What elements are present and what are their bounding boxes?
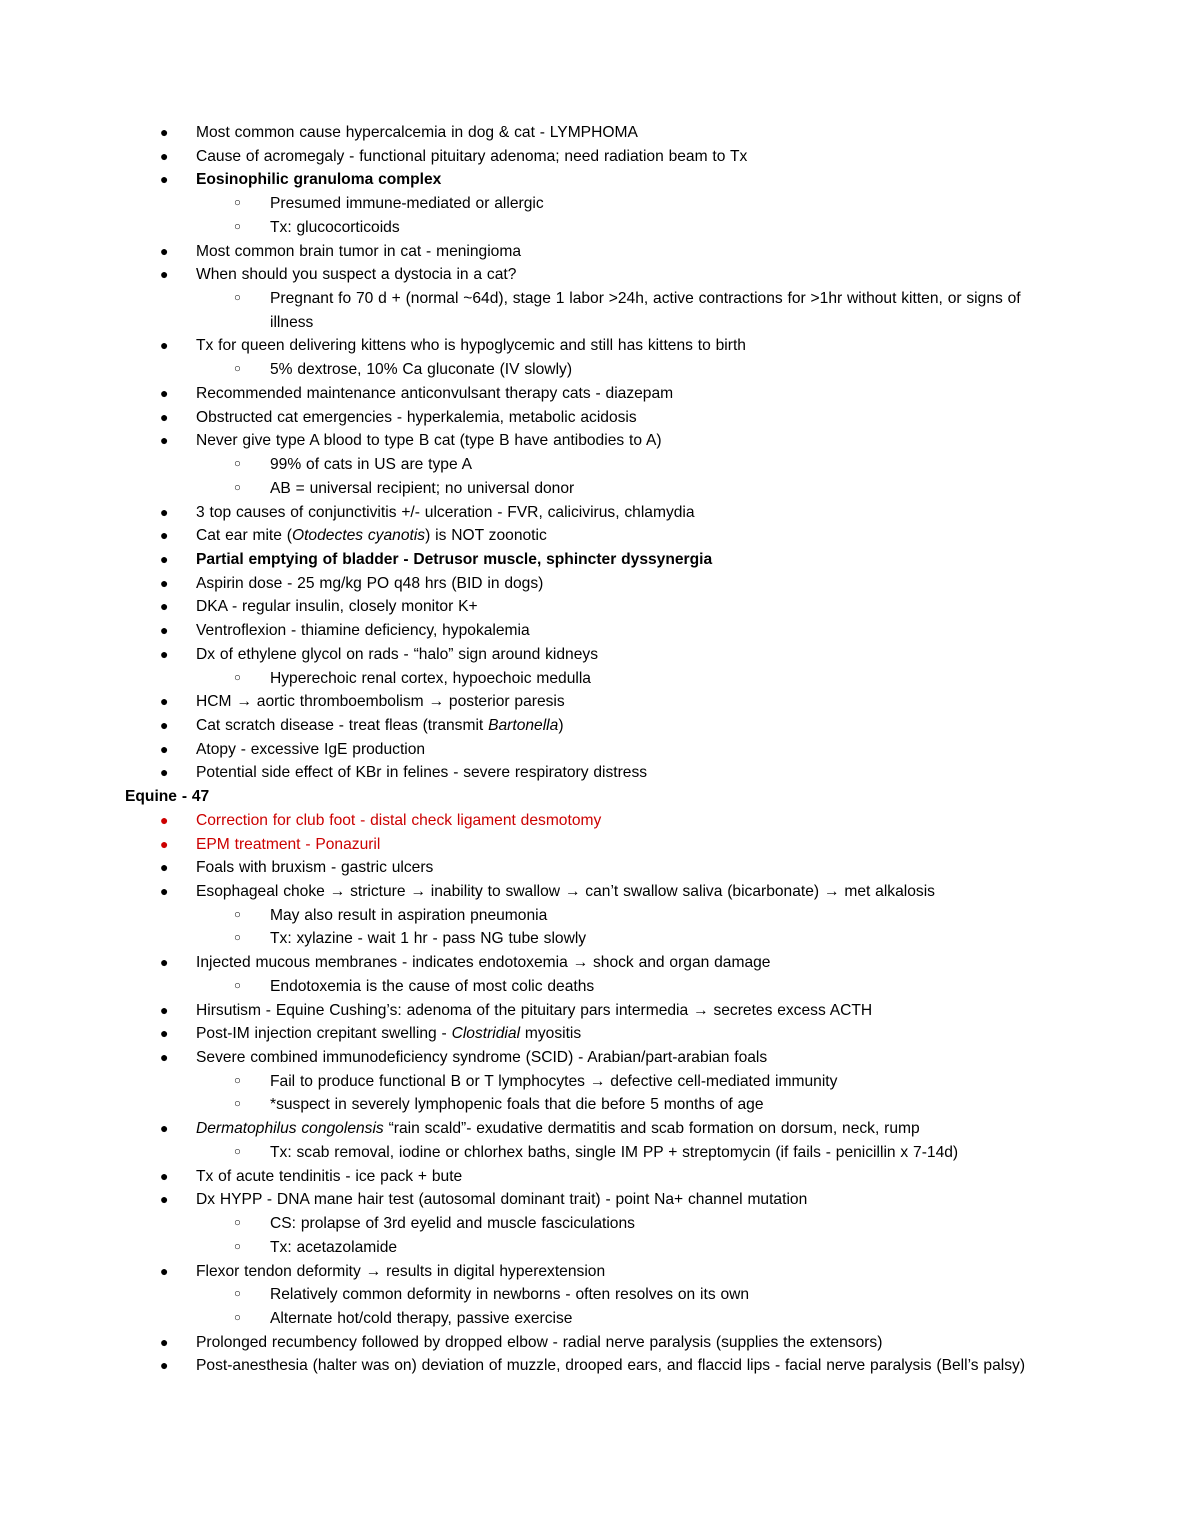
item-text: Eosinophilic granuloma complex [196, 171, 442, 189]
list-item [0, 1260, 1062, 1284]
item-text: Endotoxemia is the cause of most colic deaths [270, 977, 595, 995]
list-item [0, 667, 1062, 691]
bullet-icon: ● [160, 503, 169, 520]
item-text: Alternate hot/cold therapy, passive exercise [270, 1309, 573, 1327]
item-text: Cat ear mite (Otodectes cyanotis) is NOT zoonotic [196, 527, 547, 545]
item-text: 3 top causes of conjunctivitis +/- ulceration - FVR, calicivirus, chlamydia [196, 503, 695, 521]
bullet-icon: ● [160, 883, 169, 899]
circle-icon: ○ [234, 458, 241, 471]
list-item [0, 856, 1062, 880]
list-item [0, 429, 1062, 453]
circle-icon: ○ [234, 908, 241, 921]
list-item [0, 406, 1062, 430]
bullet-icon: ● [160, 1357, 169, 1374]
bullet-icon: ● [160, 337, 169, 354]
list-item [0, 572, 1062, 596]
item-text: CS: prolapse of 3rd eyelid and muscle fasciculations [270, 1215, 635, 1233]
item-text: Flexor tendon deformity → results in digital hyperextension [196, 1262, 606, 1280]
bullet-icon: ● [160, 527, 169, 544]
bullet-icon: ● [160, 266, 169, 283]
list-item [0, 334, 1062, 358]
item-text: DKA - regular insulin, closely monitor K+ [196, 598, 478, 616]
item-text: Dx of ethylene glycol on rads - “halo” sign around kidneys [196, 645, 598, 663]
circle-icon: ○ [234, 979, 241, 992]
list-item [0, 358, 1062, 382]
bullet-icon: ● [160, 432, 169, 449]
item-text: Tx for queen delivering kittens who is hypoglycemic and still has kittens to birth [196, 337, 746, 355]
list-item [0, 501, 1062, 525]
list-item [0, 761, 1062, 785]
item-text: Severe combined immunodeficiency syndrome (SCID) - Arabian/part-arabian foals [196, 1049, 768, 1067]
bullet-icon: ● [160, 740, 169, 757]
item-text: 5% dextrose, 10% Ca gluconate (IV slowly) [270, 361, 573, 379]
circle-icon: ○ [234, 1288, 241, 1301]
list-item [0, 145, 1062, 169]
bullet-icon: ● [160, 1262, 169, 1279]
item-text: May also result in aspiration pneumonia [270, 906, 548, 924]
bullet-icon: ● [160, 384, 169, 401]
list-item [0, 382, 1062, 406]
list-item [0, 1165, 1062, 1189]
circle-icon: ○ [234, 1311, 241, 1324]
circle-icon: ○ [234, 932, 241, 945]
circle-icon: ○ [234, 671, 241, 684]
item-text: Tx: acetazolamide [270, 1238, 398, 1256]
bullet-icon: ● [160, 645, 169, 662]
list-item [0, 927, 1062, 951]
list-item [0, 524, 1062, 548]
item-text: Obstructed cat emergencies - hyperkalemia, metabolic acidosis [196, 408, 637, 426]
list-item [0, 453, 1062, 477]
item-text: Potential side effect of KBr in felines - severe respiratory distress [196, 764, 648, 782]
bullet-icon: ● [160, 716, 169, 733]
item-text: Hirsutism - Equine Cushing’s: adenoma of the pituitary pars intermedia → secretes excess ACTH [196, 1001, 873, 1019]
list-item [0, 690, 1062, 714]
bullet-icon: ● [160, 242, 169, 259]
list-item [0, 904, 1062, 928]
circle-icon: ○ [234, 220, 241, 233]
circle-icon: ○ [234, 1074, 241, 1087]
bullet-icon: ● [160, 835, 169, 852]
item-text: *suspect in severely lymphopenic foals that die before 5 months of age [270, 1096, 764, 1114]
bullet-icon: ● [160, 622, 169, 639]
item-text: Injected mucous membranes - indicates endotoxemia → shock and organ damage [196, 954, 771, 972]
list-item [0, 1046, 1062, 1070]
circle-icon: ○ [234, 1098, 241, 1111]
list-item [0, 1212, 1062, 1236]
list-item [0, 738, 1062, 762]
list-item [0, 121, 1062, 145]
item-text: Esophageal choke → stricture → inability to swallow → can’t swallow saliva (bicarbonate) → met alkalosis [196, 883, 935, 900]
bullet-icon: ● [160, 954, 169, 971]
bullet-icon: ● [160, 550, 169, 567]
bullet-icon: ● [160, 1025, 169, 1042]
list-item [0, 548, 1062, 572]
item-text: EPM treatment - Ponazuril [196, 835, 381, 853]
item-text: Aspirin dose - 25 mg/kg PO q48 hrs (BID in dogs) [196, 574, 544, 592]
list-item [0, 240, 1062, 264]
circle-icon: ○ [234, 197, 241, 210]
item-text: Tx: xylazine - wait 1 hr - pass NG tube slowly [270, 930, 587, 948]
list-item [0, 880, 1062, 904]
bullet-icon: ● [160, 1120, 169, 1137]
item-text: AB = universal recipient; no universal donor [270, 479, 575, 497]
list-item [0, 714, 1062, 738]
list-item [0, 1283, 1062, 1307]
section-heading [0, 785, 1062, 809]
item-text: Dermatophilus congolensis “rain scald”- exudative dermatitis and scab formation on dorsum, neck, rump [196, 1120, 920, 1138]
bullet-icon: ● [160, 1049, 169, 1066]
item-text: Atopy - excessive IgE production [196, 740, 426, 758]
item-text: When should you suspect a dystocia in a cat? [196, 266, 517, 284]
item-text: Relatively common deformity in newborns - often resolves on its own [270, 1286, 750, 1304]
list-item [0, 999, 1062, 1023]
bullet-icon: ● [160, 1333, 169, 1350]
item-text: Never give type A blood to type B cat (type B have antibodies to A) [196, 432, 662, 450]
list-item [0, 595, 1062, 619]
item-text: Foals with bruxism - gastric ulcers [196, 859, 434, 877]
circle-icon: ○ [234, 481, 241, 494]
bullet-icon: ● [160, 1001, 169, 1018]
item-text: Prolonged recumbency followed by dropped elbow - radial nerve paralysis (supplies the extensors) [196, 1333, 883, 1351]
item-text: Equine - 47 [125, 788, 210, 806]
bullet-icon: ● [160, 124, 169, 140]
bullet-icon: ● [160, 147, 169, 164]
circle-icon: ○ [234, 292, 241, 305]
bullet-icon: ● [160, 1191, 169, 1208]
list-item [0, 263, 1062, 287]
item-text: Presumed immune-mediated or allergic [270, 195, 544, 213]
item-text: Cause of acromegaly - functional pituitary adenoma; need radiation beam to Tx [196, 147, 748, 165]
list-item [0, 1236, 1062, 1260]
bullet-icon: ● [160, 598, 169, 615]
list-item [0, 1093, 1062, 1117]
item-text: Partial emptying of bladder - Detrusor muscle, sphincter dyssynergia [196, 550, 713, 568]
list-item [0, 1354, 1062, 1378]
list-item [0, 192, 1062, 216]
item-text: Ventroflexion - thiamine deficiency, hypokalemia [196, 622, 530, 640]
item-text: Most common brain tumor in cat - meningioma [196, 242, 522, 260]
list-item [0, 833, 1062, 857]
item-text: Pregnant fo 70 d + (normal ~64d), stage 1 labor >24h, active contractions for >1hr without kitten, or signs of illness [270, 290, 1021, 331]
item-text: Cat scratch disease - treat fleas (transmit Bartonella) [196, 716, 564, 734]
bullet-icon: ● [160, 811, 169, 828]
document-body [0, 121, 1062, 1378]
list-item [0, 1117, 1062, 1141]
item-text: Fail to produce functional B or T lymphocytes → defective cell-mediated immunity [270, 1072, 838, 1090]
circle-icon: ○ [234, 1240, 241, 1253]
list-item [0, 216, 1062, 240]
item-text: Hyperechoic renal cortex, hypoechoic medulla [270, 669, 591, 687]
bullet-icon: ● [160, 171, 169, 188]
list-item [0, 951, 1062, 975]
item-text: Post-anesthesia (halter was on) deviation of muzzle, drooped ears, and flaccid lips - facial nerve paralysis (Bell’s palsy) [196, 1357, 1026, 1375]
list-item [0, 975, 1062, 999]
item-text: Most common cause hypercalcemia in dog & cat - LYMPHOMA [196, 124, 638, 141]
list-item [0, 619, 1062, 643]
item-text: Tx: glucocorticoids [270, 218, 400, 236]
bullet-icon: ● [160, 693, 169, 710]
list-item [0, 1188, 1062, 1212]
bullet-icon: ● [160, 1167, 169, 1184]
item-text: Tx: scab removal, iodine or chlorhex baths, single IM PP + streptomycin (if fails - penicillin x 7-14d) [270, 1143, 959, 1161]
list-item [0, 1141, 1062, 1165]
bullet-icon: ● [160, 408, 169, 425]
list-item [0, 1331, 1062, 1355]
list-item [0, 287, 1062, 334]
bullet-icon: ● [160, 859, 169, 876]
item-text: HCM → aortic thromboembolism → posterior paresis [196, 693, 565, 711]
list-item [0, 809, 1062, 833]
list-item [0, 643, 1062, 667]
list-item [0, 168, 1062, 192]
circle-icon: ○ [234, 363, 241, 376]
list-item [0, 1022, 1062, 1046]
item-text: Recommended maintenance anticonvulsant therapy cats - diazepam [196, 384, 674, 402]
item-text: 99% of cats in US are type A [270, 456, 472, 474]
bullet-icon: ● [160, 764, 169, 781]
circle-icon: ○ [234, 1217, 241, 1230]
bullet-icon: ● [160, 574, 169, 591]
list-item [0, 1070, 1062, 1094]
circle-icon: ○ [234, 1145, 241, 1158]
item-text: Tx of acute tendinitis - ice pack + bute [196, 1167, 463, 1185]
list-item [0, 477, 1062, 501]
item-text: Correction for club foot - distal check ligament desmotomy [196, 811, 602, 829]
list-item [0, 1307, 1062, 1331]
item-text: Post-IM injection crepitant swelling - Clostridial myositis [196, 1025, 582, 1043]
item-text: Dx HYPP - DNA mane hair test (autosomal dominant trait) - point Na+ channel mutation [196, 1191, 808, 1209]
